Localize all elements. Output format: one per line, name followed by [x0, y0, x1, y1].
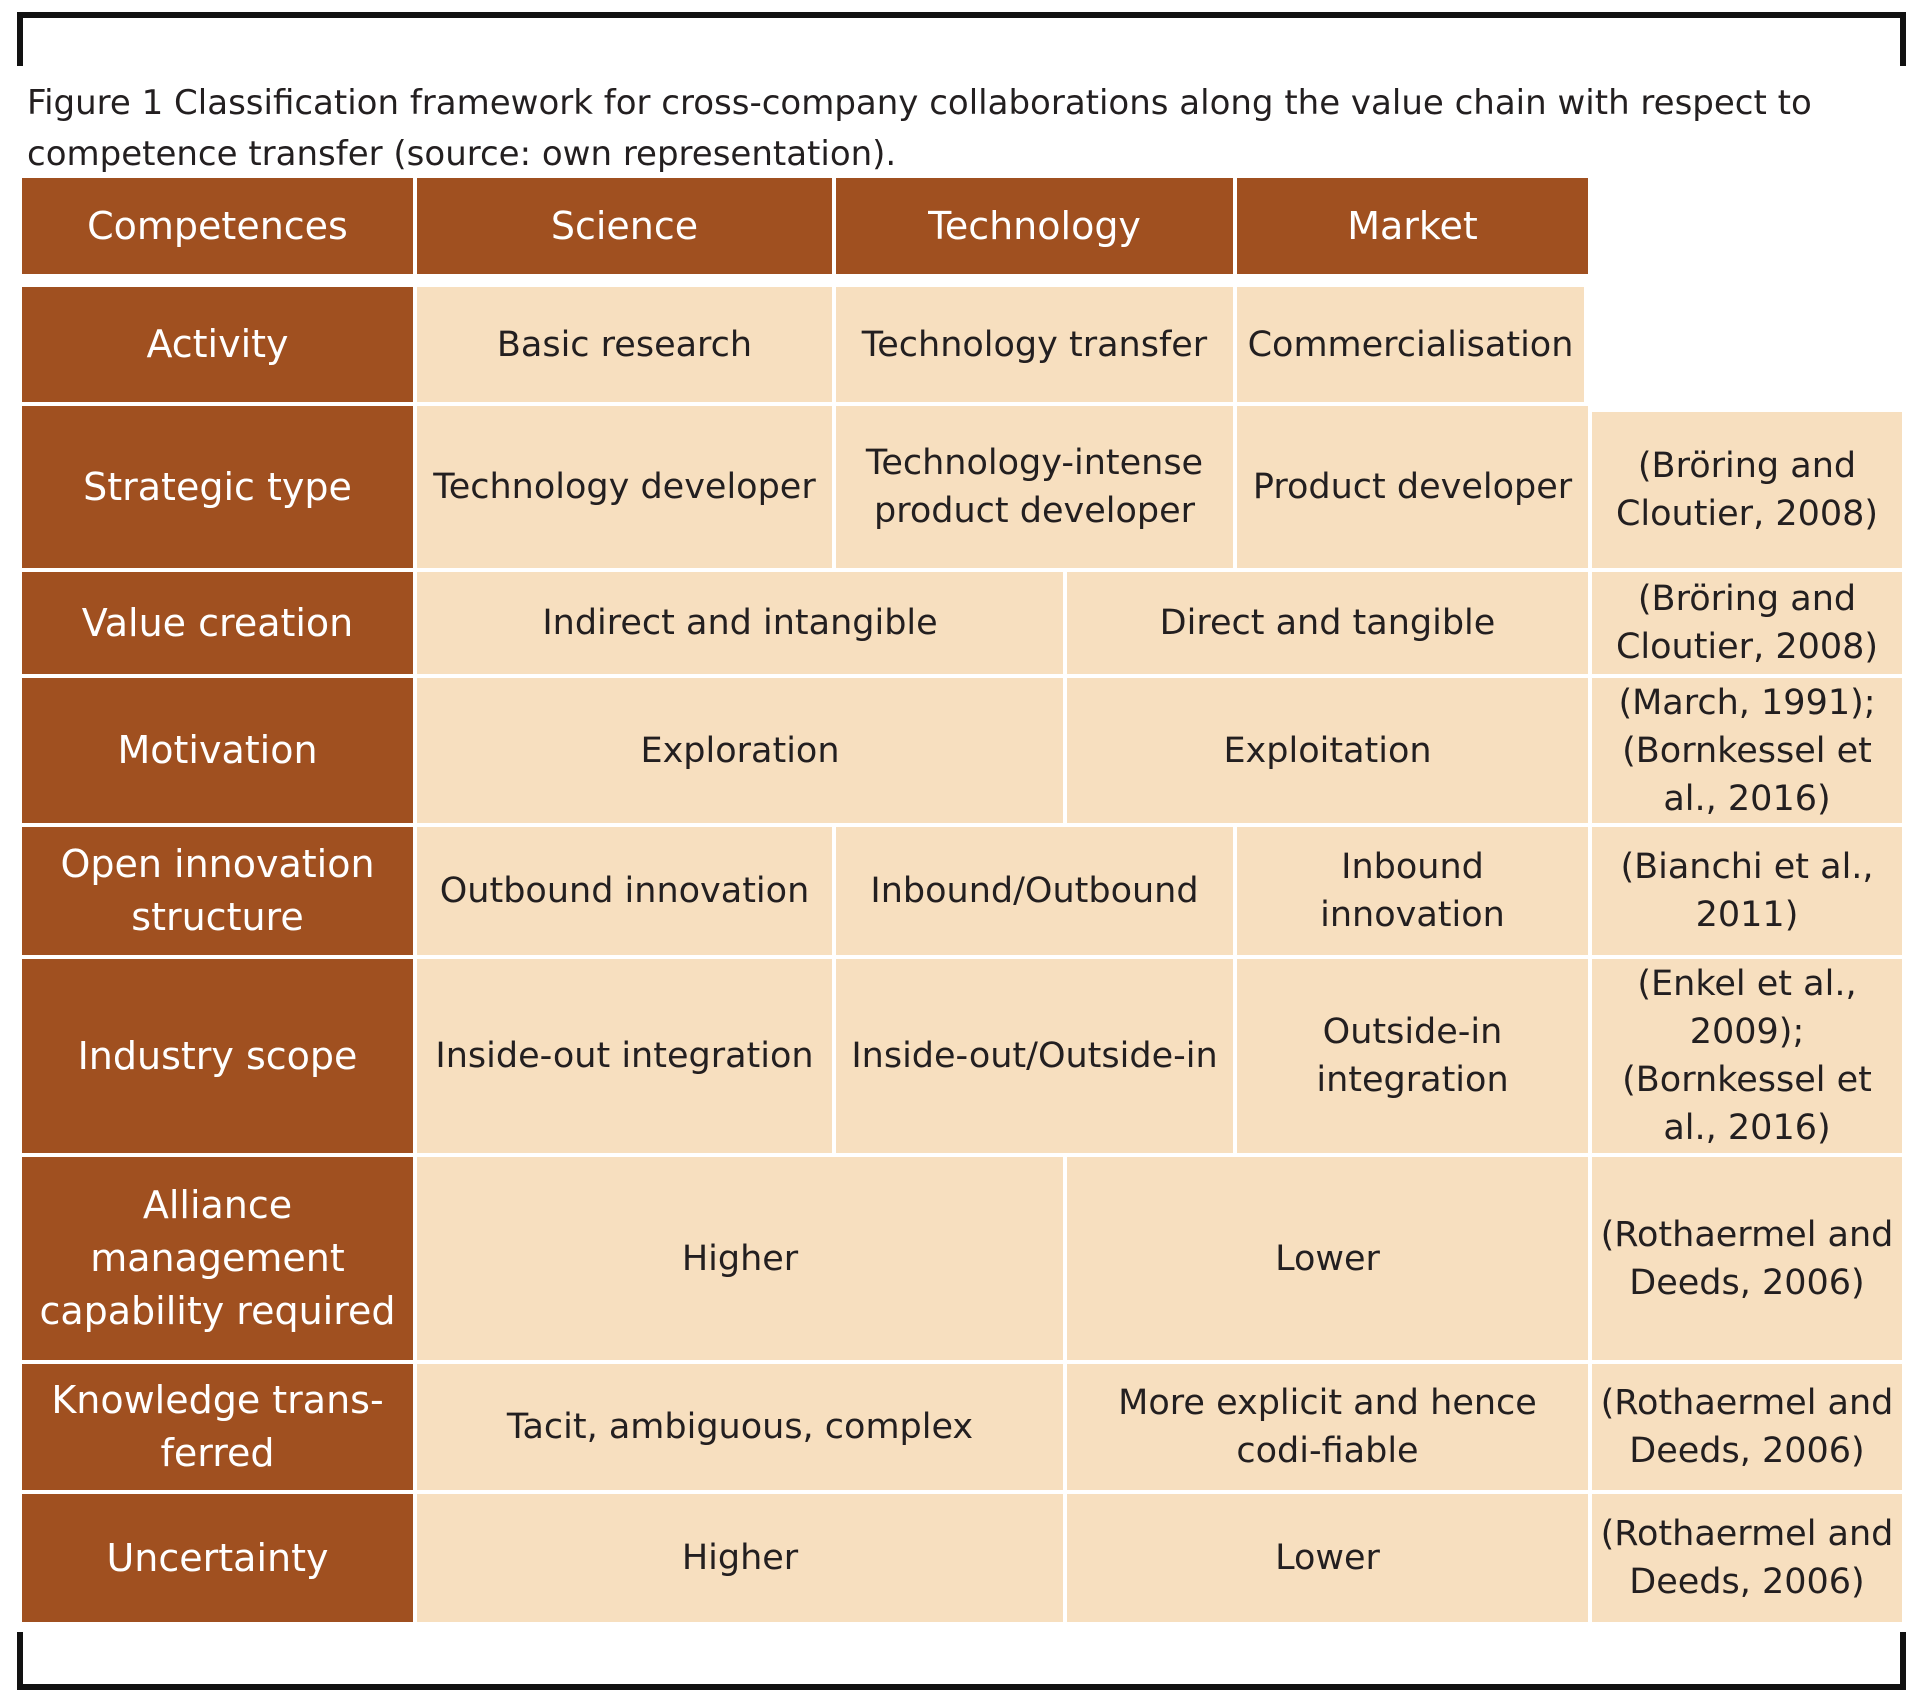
cell-motivation-technology-market: Exploitation	[1067, 678, 1588, 823]
row-label-motivation: Motivation	[22, 678, 413, 823]
cell-alliance-management-technology-market: Lower	[1067, 1157, 1588, 1360]
reference-knowledge-transferred: (Rothaermel and Deeds, 2006)	[1592, 1364, 1902, 1490]
cell-uncertainty-technology-market: Lower	[1067, 1494, 1588, 1622]
row-label-activity: Activity	[22, 287, 413, 402]
cell-value-creation-science-technology: Indirect and intangible	[417, 572, 1063, 674]
frame-corner-bottom-right	[1900, 1632, 1906, 1690]
header-column-technology: Technology	[836, 178, 1233, 274]
cell-open-innovation-technology: Inbound/Outbound	[836, 827, 1233, 955]
cell-industry-scope-market: Outside-in integration	[1237, 959, 1588, 1153]
reference-uncertainty: (Rothaermel and Deeds, 2006)	[1592, 1494, 1902, 1622]
cell-activity-science: Basic research	[417, 287, 832, 402]
row-label-uncertainty: Uncertainty	[22, 1494, 413, 1622]
frame-corner-top-left	[17, 12, 23, 66]
cell-activity-market: Commercialisation	[1237, 287, 1584, 402]
cell-alliance-management-science-technology: Higher	[417, 1157, 1063, 1360]
row-label-open-innovation-structure: Open innovation structure	[22, 827, 413, 955]
cell-industry-scope-science: Inside-out integration	[417, 959, 832, 1153]
cell-industry-scope-technology: Inside-out/Outside-in	[836, 959, 1233, 1153]
reference-value-creation: (Bröring and Cloutier, 2008)	[1592, 572, 1902, 674]
reference-open-innovation: (Bianchi et al., 2011)	[1592, 827, 1902, 955]
cell-strategic-type-technology: Technology-intense product developer	[836, 406, 1233, 568]
row-label-alliance-management: Alliance management capability required	[22, 1157, 413, 1360]
header-column-science: Science	[417, 178, 832, 274]
row-label-knowledge-transferred: Knowledge trans-ferred	[22, 1364, 413, 1490]
row-label-value-creation: Value creation	[22, 572, 413, 674]
header-column-market: Market	[1237, 178, 1588, 274]
reference-alliance-management: (Rothaermel and Deeds, 2006)	[1592, 1157, 1902, 1360]
cell-open-innovation-market: Inbound innovation	[1237, 827, 1588, 955]
frame-corner-top-right	[1900, 12, 1906, 66]
frame-top-rule	[17, 12, 1906, 18]
reference-motivation: (March, 1991); (Bornkessel et al., 2016)	[1592, 678, 1902, 823]
cell-value-creation-technology-market: Direct and tangible	[1067, 572, 1588, 674]
cell-knowledge-transferred-technology-market: More explicit and hence codi-fiable	[1067, 1364, 1588, 1490]
reference-industry-scope: (Enkel et al., 2009); (Bornkessel et al., 2016)	[1592, 959, 1902, 1153]
header-label: Competences	[22, 178, 413, 274]
frame-corner-bottom-left	[17, 1632, 23, 1690]
row-label-strategic-type: Strategic type	[22, 406, 413, 568]
figure-caption: Figure 1 Classification framework for cross-company collaborations along the value chain with respect to competence transfer (source: own representation).	[27, 83, 1812, 174]
row-label-industry-scope: Industry scope	[22, 959, 413, 1153]
cell-strategic-type-science: Technology developer	[417, 406, 832, 568]
cell-activity-technology: Technology transfer	[836, 287, 1233, 402]
cell-knowledge-transferred-science-technology: Tacit, ambiguous, complex	[417, 1364, 1063, 1490]
cell-motivation-science-technology: Exploration	[417, 678, 1063, 823]
frame-bottom-rule	[17, 1684, 1906, 1690]
cell-open-innovation-science: Outbound innovation	[417, 827, 832, 955]
reference-strategic-type: (Bröring and Cloutier, 2008)	[1592, 412, 1902, 568]
cell-uncertainty-science-technology: Higher	[417, 1494, 1063, 1622]
cell-strategic-type-market: Product developer	[1237, 406, 1588, 568]
